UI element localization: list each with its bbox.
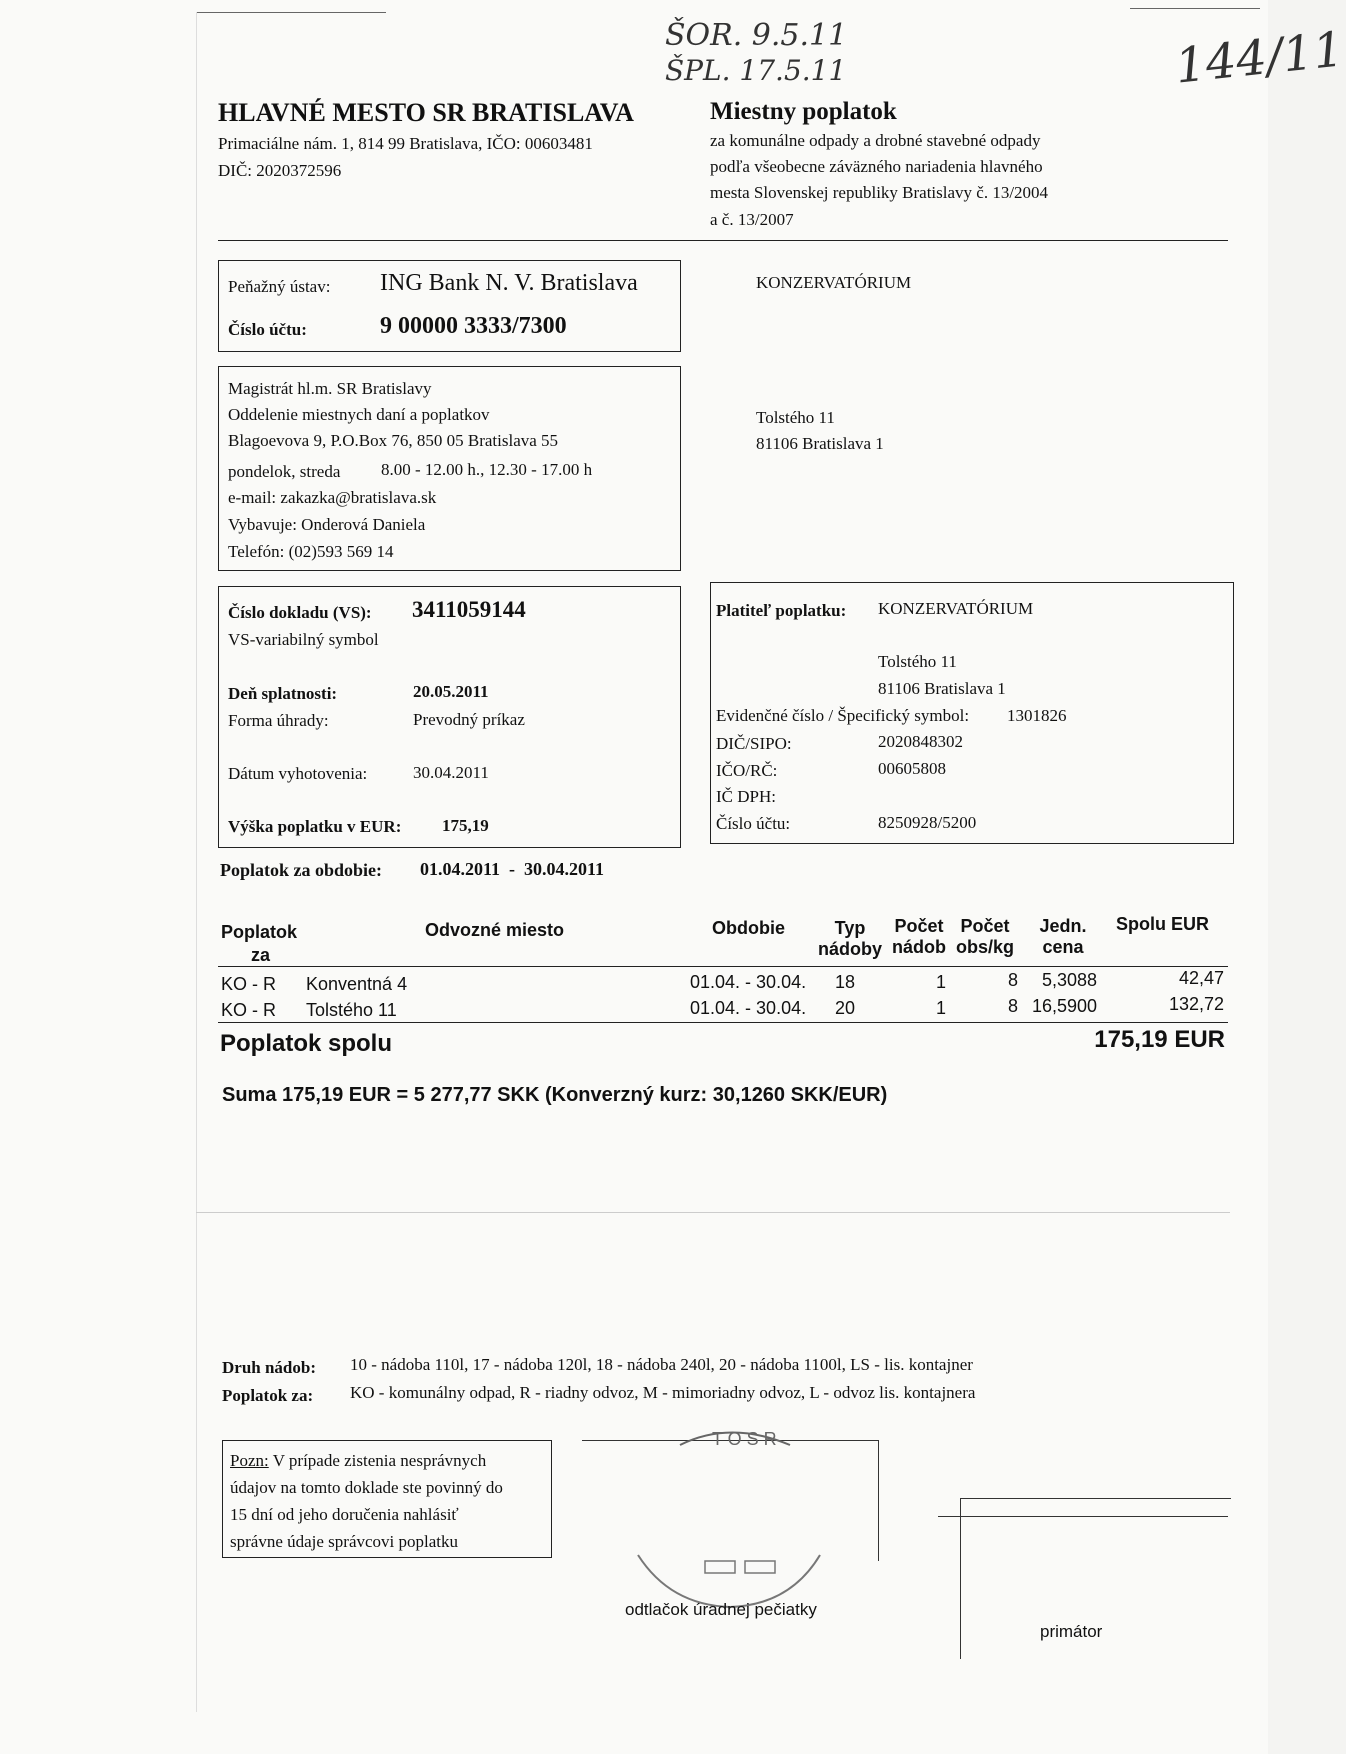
th-obdobie: Obdobie bbox=[712, 918, 785, 938]
note-line3: 15 dní od jeho doručenia nahlásiť bbox=[230, 1505, 459, 1524]
row2-kod: KO - R bbox=[221, 1000, 277, 1020]
th-miesto: Odvozné miesto bbox=[425, 920, 565, 940]
office-phone: Telefón: (02)593 569 14 bbox=[228, 542, 394, 561]
row1-kod: KO - R bbox=[221, 974, 277, 994]
th-pocet-obs-line2: obs/kg bbox=[955, 937, 1014, 957]
th-typ-line1: Typ bbox=[834, 918, 866, 938]
legend-druh-label: Druh nádob: bbox=[222, 1358, 317, 1377]
th-poplatok: Poplatok bbox=[221, 922, 298, 942]
doc-title: Miestny poplatok bbox=[710, 98, 897, 125]
payer-city: 81106 Bratislava 1 bbox=[878, 679, 1006, 698]
office-line1: Magistrát hl.m. SR Bratislavy bbox=[228, 379, 432, 398]
account-number: 9 00000 3333/7300 bbox=[380, 313, 567, 339]
header-divider bbox=[218, 240, 1228, 241]
svg-text:T O S R: T O S R bbox=[712, 1429, 777, 1449]
row2-miesto: Tolstého 11 bbox=[306, 1000, 397, 1020]
issued-label: Dátum vyhotovenia: bbox=[228, 764, 368, 783]
row1-nadob: 1 bbox=[936, 972, 947, 992]
th-cena-line1: Jedn. bbox=[1039, 916, 1087, 936]
recipient-street: Tolstého 11 bbox=[756, 408, 835, 427]
period-label: Poplatok za obdobie: bbox=[220, 860, 383, 880]
vs-note: VS-variabilný symbol bbox=[228, 630, 379, 649]
row2-obdobie: 01.04. - 30.04. bbox=[690, 998, 807, 1018]
scan-top-line bbox=[196, 12, 386, 13]
signature-line bbox=[938, 1516, 1228, 1517]
scan-fold-line bbox=[196, 1212, 1230, 1213]
scan-left-edge bbox=[196, 12, 197, 1712]
table-total-rule bbox=[218, 1022, 1228, 1023]
signature-caption: primátor bbox=[1040, 1622, 1103, 1641]
th-pocet-nadob-line1: Počet bbox=[894, 916, 944, 936]
issuer-dic: DIČ: 2020372596 bbox=[218, 161, 342, 180]
row1-typ: 18 bbox=[835, 972, 856, 992]
doc-title-line2: podľa všeobecne záväzného nariadenia hlavného bbox=[710, 157, 1043, 176]
legend-za-label: Poplatok za: bbox=[222, 1386, 314, 1405]
form-value: Prevodný príkaz bbox=[413, 710, 525, 729]
sum-line: Suma 175,19 EUR = 5 277,77 SKK (Konverzný kurz: 30,1260 SKK/EUR) bbox=[222, 1084, 888, 1106]
account-label: Číslo účtu: bbox=[228, 320, 307, 339]
th-pocet-obs bbox=[950, 916, 1020, 958]
th-typ-line2: nádoby bbox=[817, 939, 882, 959]
due-value: 20.05.2011 bbox=[413, 682, 489, 701]
form-label: Forma úhrady: bbox=[228, 711, 329, 730]
row2-typ: 20 bbox=[835, 998, 856, 1018]
payer-acc-label: Číslo účtu: bbox=[716, 814, 791, 833]
payer-street: Tolstého 11 bbox=[878, 652, 957, 671]
office-line3: Blagoevova 9, P.O.Box 76, 850 05 Bratislava 55 bbox=[228, 431, 559, 450]
note-label: Pozn: bbox=[230, 1451, 269, 1470]
bank-name: ING Bank N. V. Bratislava bbox=[380, 270, 638, 296]
office-handler: Vybavuje: Onderová Daniela bbox=[228, 515, 426, 534]
office-hours: 8.00 - 12.00 h., 12.30 - 17.00 h bbox=[381, 460, 593, 479]
period-value: 01.04.2011 - 30.04.2011 bbox=[420, 859, 605, 879]
payer-acc-value: 8250928/5200 bbox=[878, 813, 977, 832]
note-line1 bbox=[230, 1451, 486, 1471]
stamp-caption: odtlačok úradnej pečiatky bbox=[625, 1600, 817, 1619]
payer-name: KONZERVATÓRIUM bbox=[878, 599, 1034, 618]
amount-label: Výška poplatku v EUR: bbox=[228, 817, 402, 836]
office-email: e-mail: zakazka@bratislava.sk bbox=[228, 488, 437, 507]
office-line2: Oddelenie miestnych daní a poplatkov bbox=[228, 405, 490, 424]
legend-za: KO - komunálny odpad, R - riadny odvoz, M - mimoriadny odvoz, L - odvoz lis. kontajnera bbox=[350, 1383, 976, 1402]
row2-cena: 16,5900 bbox=[1032, 996, 1098, 1016]
recipient-name: KONZERVATÓRIUM bbox=[756, 273, 912, 292]
legend-druh: 10 - nádoba 110l, 17 - nádoba 120l, 18 - nádoba 240l, 20 - nádoba 1100l, LS - lis. kontajner bbox=[350, 1355, 973, 1374]
issuer-name: HLAVNÉ MESTO SR BRATISLAVA bbox=[218, 98, 634, 127]
th-typ bbox=[810, 918, 890, 960]
handwritten-page-mark: 144/11 bbox=[1172, 21, 1346, 95]
doc-title-line1: za komunálne odpady a drobné stavebné odpady bbox=[710, 131, 1041, 150]
payer-dic-value: 2020848302 bbox=[878, 732, 963, 751]
th-pocet-nadob bbox=[882, 916, 956, 958]
payer-dic-label: DIČ/SIPO: bbox=[716, 734, 792, 753]
vs-label: Číslo dokladu (VS): bbox=[228, 603, 372, 622]
note-line2: údajov na tomto doklade ste povinný do bbox=[230, 1478, 503, 1497]
row1-spolu: 42,47 bbox=[1178, 968, 1224, 988]
vs-value: 3411059144 bbox=[412, 597, 526, 622]
note-text-1: V prípade zistenia nesprávnych bbox=[272, 1451, 487, 1470]
row2-nadob: 1 bbox=[936, 998, 947, 1018]
total-label: Poplatok spolu bbox=[220, 1030, 393, 1057]
scan-top-line-right bbox=[1130, 8, 1260, 9]
payer-ico-label: IČO/RČ: bbox=[716, 761, 778, 780]
handwritten-note-1: ŠOR. 9.5.11 bbox=[665, 18, 848, 53]
row1-miesto: Konventná 4 bbox=[306, 974, 408, 994]
office-days: pondelok, streda bbox=[228, 462, 341, 481]
payer-icdph-label: IČ DPH: bbox=[716, 787, 776, 806]
amount-value: 175,19 bbox=[442, 816, 489, 835]
payer-ico-value: 00605808 bbox=[878, 759, 946, 778]
bank-label: Peňažný ústav: bbox=[228, 277, 331, 296]
table-header-rule bbox=[218, 966, 1228, 967]
issued-value: 30.04.2011 bbox=[413, 763, 489, 782]
doc-title-line3: mesta Slovenskej republiky Bratislavy č. 13/2004 bbox=[710, 183, 1049, 202]
note-line4: správne údaje správcovi poplatku bbox=[230, 1532, 459, 1551]
th-pocet-obs-line1: Počet bbox=[960, 916, 1010, 936]
payer-ev-value: 1301826 bbox=[1007, 706, 1067, 725]
row2-obs: 8 bbox=[1008, 996, 1019, 1016]
th-cena-line2: cena bbox=[1042, 937, 1084, 957]
row2-spolu: 132,72 bbox=[1168, 994, 1224, 1014]
due-label: Deň splatnosti: bbox=[228, 684, 338, 703]
issuer-address: Primaciálne nám. 1, 814 99 Bratislava, IČO: 00603481 bbox=[218, 134, 593, 153]
th-spolu: Spolu EUR bbox=[1116, 914, 1209, 934]
row1-obs: 8 bbox=[1008, 970, 1019, 990]
th-cena bbox=[1030, 916, 1096, 958]
handwritten-note-2: ŠPL. 17.5.11 bbox=[665, 54, 847, 87]
th-za: za bbox=[251, 945, 271, 965]
th-pocet-nadob-line2: nádob bbox=[892, 937, 946, 957]
recipient-city: 81106 Bratislava 1 bbox=[756, 434, 884, 453]
doc-title-line4: a č. 13/2007 bbox=[710, 210, 794, 229]
payer-label: Platiteľ poplatku: bbox=[716, 601, 847, 620]
payer-ev-label: Evidenčné číslo / Špecifický symbol: bbox=[716, 706, 970, 725]
row1-obdobie: 01.04. - 30.04. bbox=[690, 972, 807, 992]
official-stamp-icon bbox=[620, 1415, 840, 1615]
row1-cena: 5,3088 bbox=[1042, 970, 1098, 990]
total-value: 175,19 EUR bbox=[1094, 1026, 1225, 1053]
